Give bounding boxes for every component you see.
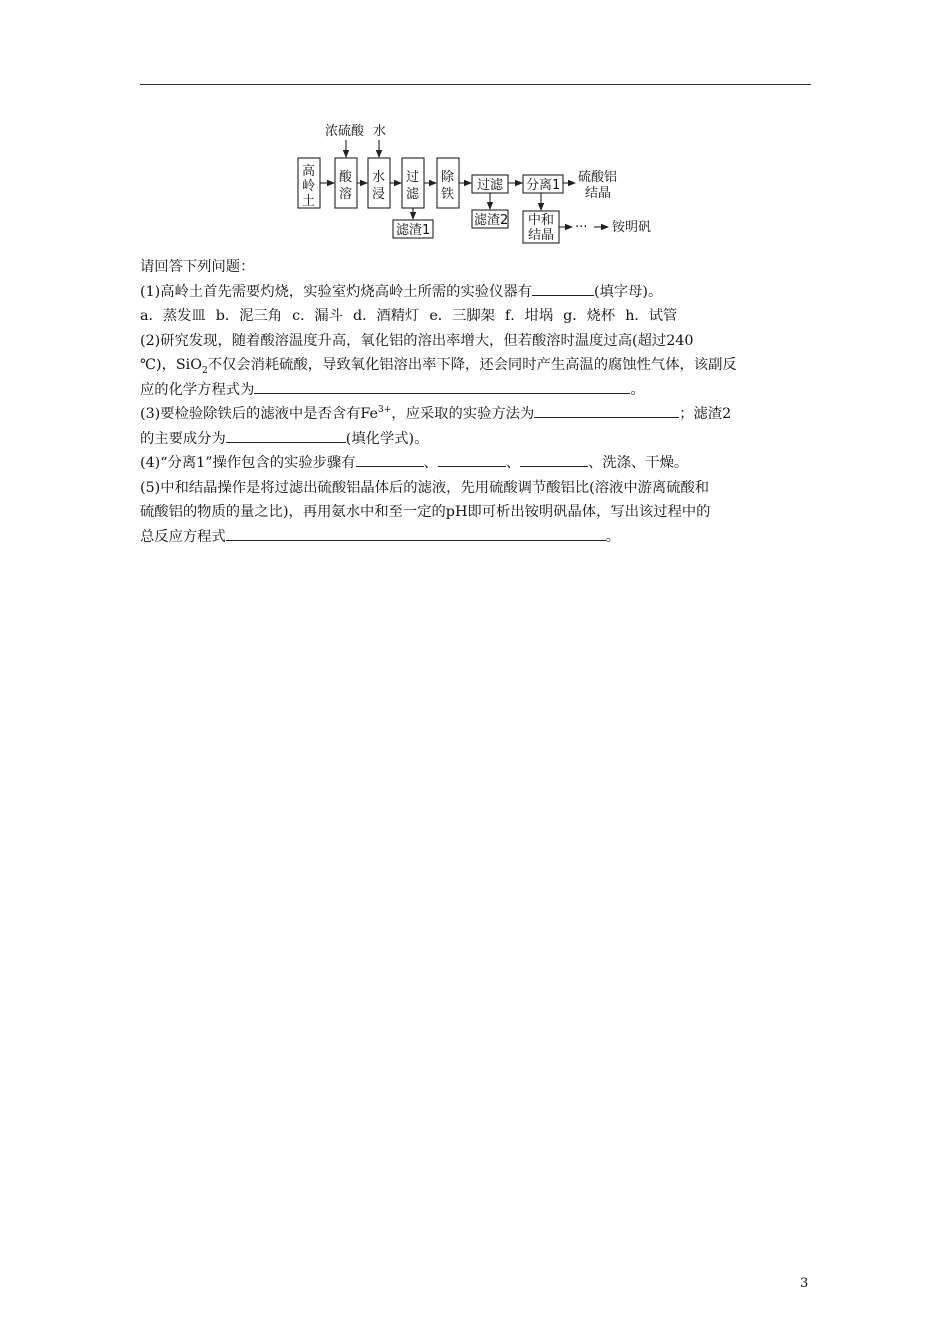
q3-method-blank[interactable] (534, 402, 679, 418)
q5-line3 (140, 525, 812, 550)
option-f: f．坩埚 (504, 308, 554, 324)
q2-line1: (2)研究发现，随着酸溶温度升高，氧化铝的溶出率增大，但若酸溶时温度过高(超过240 (140, 332, 694, 349)
q1-text: (1)高岭土首先需要灼烧，实验室灼烧高岭土所需的实验仪器有 (140, 283, 532, 300)
q1-options (140, 304, 812, 329)
flow-diagram-svg (290, 118, 670, 250)
option-h: h．试管 (625, 308, 678, 324)
water-leach-char-1: 水 (372, 170, 386, 185)
q4-blank-2[interactable] (438, 451, 506, 467)
q3-text-2: ，应采取的实验方法为 (391, 406, 535, 422)
q5-line3-text: 总反应方程式 (140, 528, 226, 545)
option-g: g．烧杯 (563, 308, 616, 324)
page-number: 3 (800, 1276, 809, 1291)
q4-sep-2: 、 (505, 455, 521, 471)
q5-line3-end: 。 (605, 528, 621, 545)
water-leach-char-2: 浸 (372, 187, 386, 202)
option-a: a．蒸发皿 (140, 308, 206, 324)
q5-answer-blank[interactable] (226, 525, 606, 541)
acid-dissolve-char-2: 溶 (339, 187, 353, 202)
q2-line2-rest: 不仅会消耗硫酸，导致氧化铝溶出率下降，还会同时产生高温的腐蚀性气体，该副反 (207, 357, 737, 373)
option-e: e．三脚架 (429, 308, 495, 324)
q1-line (140, 280, 812, 305)
iron-removal-char-1: 除 (441, 170, 455, 185)
q1-suffix: (填字母)。 (593, 283, 663, 300)
q2-line3-text: 应的化学方程式为 (140, 381, 255, 398)
q4-sep-1: 、 (423, 455, 438, 471)
label-water: 水 (373, 124, 387, 139)
flow-ellipsis: ··· (575, 220, 588, 235)
header-rule (140, 84, 811, 85)
kaolin-char-1: 高 (302, 164, 316, 179)
q2-answer-blank[interactable] (254, 378, 630, 394)
fe-superscript: 3+ (378, 405, 392, 416)
process-flow-diagram (290, 118, 670, 250)
q2-line2 (140, 353, 812, 378)
q4-text: (4)“分离1”操作包含的实验步骤有 (140, 455, 356, 471)
question-body (140, 255, 812, 549)
product-al-sulfate-1: 硫酸铝 (578, 170, 618, 185)
kaolin-char-2: 岭 (302, 179, 316, 194)
q4-line (140, 451, 812, 476)
q5-line1: (5)中和结晶操作是将过滤出硫酸铝晶体后的滤液，先用硫酸调节酸铝比(溶液中游离硫酸和 (140, 479, 710, 496)
q1-answer-blank[interactable] (532, 280, 594, 296)
iron-removal-char-2: 铁 (441, 187, 455, 202)
sio2-subscript: 2 (201, 365, 208, 376)
product-al-sulfate-2: 结晶 (585, 186, 612, 201)
q2-line2-start: ℃)，SiO (140, 357, 202, 373)
q3-line1 (140, 402, 812, 427)
residue1-label: 滤渣1 (396, 223, 431, 238)
filter2-label: 过滤 (477, 178, 504, 193)
q2-line3-end: 。 (630, 381, 645, 398)
q3-text: (3)要检验除铁后的滤液中是否含有Fe (140, 406, 379, 422)
option-d: d．酒精灯 (352, 308, 420, 324)
kaolin-char-3: 土 (302, 194, 316, 209)
neutralize-label-1: 中和 (528, 213, 555, 228)
option-c: c．漏斗 (292, 308, 343, 324)
filter1-char-2: 滤 (406, 187, 420, 202)
residue2-label: 滤渣2 (474, 213, 509, 228)
q4-blank-1[interactable] (356, 451, 424, 467)
q3-residue-blank[interactable] (226, 427, 346, 443)
filter1-char-1: 过 (406, 170, 420, 185)
separation-label: 分离1 (526, 178, 561, 193)
q4-blank-3[interactable] (520, 451, 588, 467)
option-b: b．泥三角 (215, 308, 283, 324)
q2-line3 (140, 378, 812, 403)
q5-line2: 硫酸铝的物质的量之比)，再用氨水中和至一定的pH即可析出铵明矾晶体，写出该过程中的 (140, 504, 711, 520)
neutralize-label-2: 结晶 (528, 228, 555, 243)
q3-text-3: ；滤渣2 (679, 406, 732, 422)
product-alum: 铵明矾 (612, 220, 652, 235)
acid-dissolve-char-1: 酸 (339, 170, 353, 185)
label-conc-sulfuric-acid: 浓硫酸 (325, 124, 365, 139)
q3-line2-text: 的主要成分为 (140, 430, 226, 447)
q3-line2-end: (填化学式)。 (345, 430, 429, 447)
q3-line2 (140, 427, 812, 452)
intro-line: 请回答下列问题： (140, 259, 255, 275)
q4-end: 、洗涤、干燥。 (588, 455, 689, 471)
